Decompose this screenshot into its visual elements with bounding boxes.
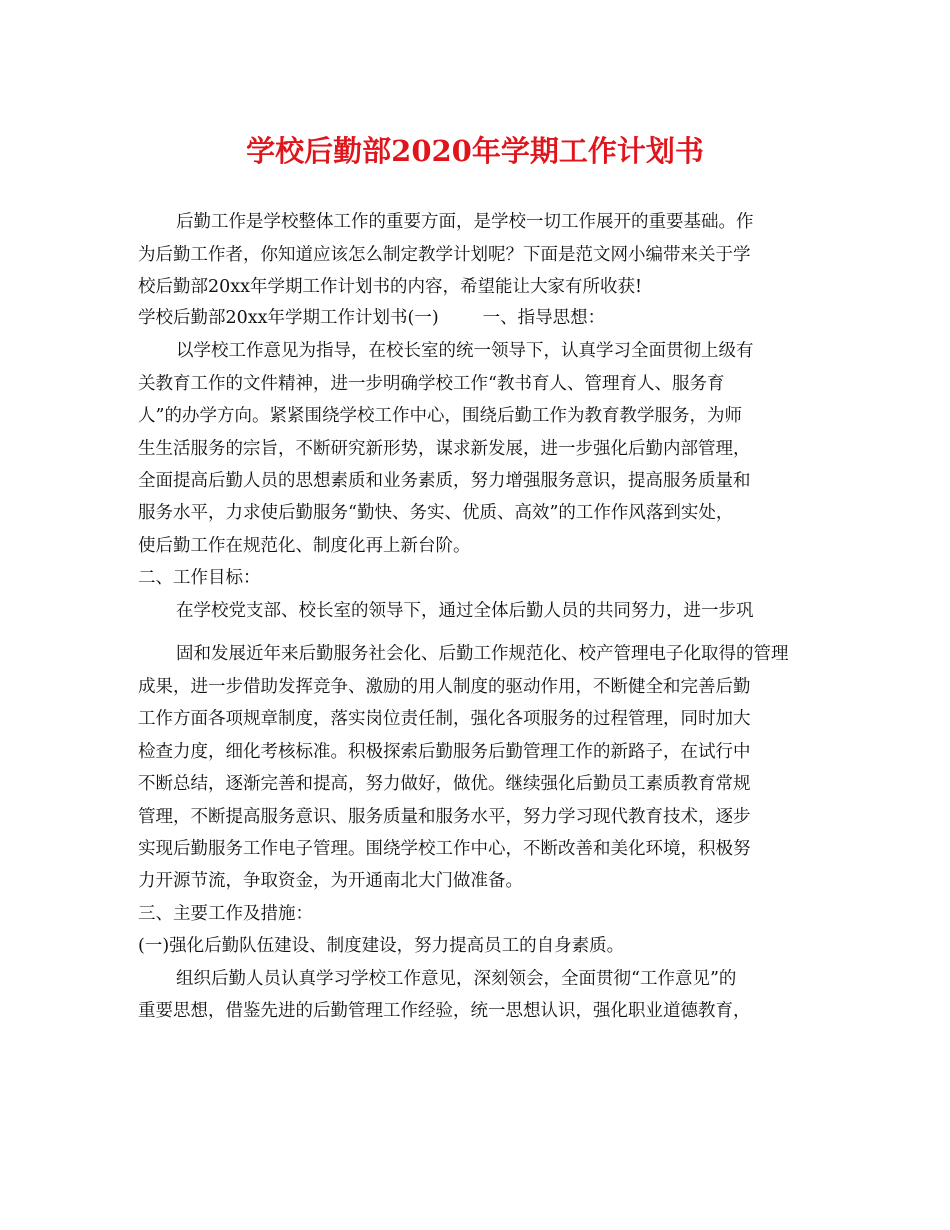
paragraph-line: 以学校工作意见为指导，在校长室的统一领导下，认真学习全面贯彻上级有 <box>176 341 754 361</box>
document-title: 学校后勤部2020年学期工作计划书 <box>246 134 704 168</box>
paragraph-line: 人”的办学方向。紧紧围绕学校工作中心，围绕后勤工作为教育教学服务，为师 <box>138 406 742 426</box>
paragraph-line: 二、工作目标： <box>138 568 261 588</box>
paragraph-line: 使后勤工作在规范化、制度化再上新台阶。 <box>138 536 471 556</box>
paragraph-line: 固和发展近年来后勤服务社会化、后勤工作规范化、校产管理电子化取得的管理 <box>176 644 789 664</box>
paragraph-line: 关教育工作的文件精神，进一步明确学校工作“教书育人、管理育人、服务育 <box>138 374 725 394</box>
section-line <box>138 303 605 333</box>
paragraph-line: 工作方面各项规章制度，落实岗位责任制，强化各项服务的过程管理，同时加大 <box>138 709 751 729</box>
paragraph-line: 成果，进一步借助发挥竞争、激励的用人制度的驱动作用，不断健全和完善后勤 <box>138 677 751 697</box>
paragraph-line: 为后勤工作者，你知道应该怎么制定教学计划呢？下面是范文网小编带来关于学 <box>138 245 751 265</box>
paragraph-line: 生生活服务的宗旨，不断研究新形势，谋求新发展，进一步强化后勤内部管理， <box>138 439 751 459</box>
section-heading: 在学校党支部、校长室的领导下，通过全体后勤人员的共同努力，进一步巩 <box>176 601 754 621</box>
section-heading: 组织后勤人员认真学习学校工作意见，深刻领会，全面贯彻“工作意见”的 <box>176 969 737 989</box>
paragraph-line: 管理，不断提高服务意识、服务质量和服务水平，努力学习现代教育技术，逐步 <box>138 807 751 827</box>
paragraph-line: 不断总结，逐渐完善和提高，努力做好，做优。继续强化后勤员工素质教育常规 <box>138 774 751 794</box>
paragraph-line: 校后勤部20xx年学期工作计划书的内容，希望能让大家有所收获! <box>138 277 643 297</box>
paragraph-line: 三、主要工作及措施： <box>138 904 313 924</box>
subsection-heading: 重要思想，借鉴先进的后勤管理工作经验，统一思想认识，强化职业道德教育， <box>138 1001 751 1021</box>
subtitle-text: 学校后勤部20xx年学期工作计划书(一) <box>138 308 439 328</box>
paragraph-line: (一)强化后勤队伍建设、制度建设，努力提高员工的自身素质。 <box>138 936 625 956</box>
paragraph-line: 实现后勤服务工作电子管理。围绕学校工作中心，不断改善和美化环境，积极努 <box>138 839 751 859</box>
paragraph-line: 全面提高后勤人员的思想素质和业务素质，努力增强服务意识，提高服务质量和 <box>138 471 751 491</box>
paragraph-line: 力开源节流，争取资金，为开通南北大门做准备。 <box>138 871 523 891</box>
paragraph-line: 后勤工作是学校整体工作的重要方面，是学校一切工作展开的重要基础。作 <box>176 212 754 232</box>
paragraph-line: 服务水平，力求使后勤服务“勤快、务实、优质、高效”的工作作风落到实处， <box>138 503 734 523</box>
paragraph-line: 检查力度，细化考核标准。积极探索后勤服务后勤管理工作的新路子，在试行中 <box>138 742 751 762</box>
section-heading: 一、指导思想： <box>482 308 606 328</box>
